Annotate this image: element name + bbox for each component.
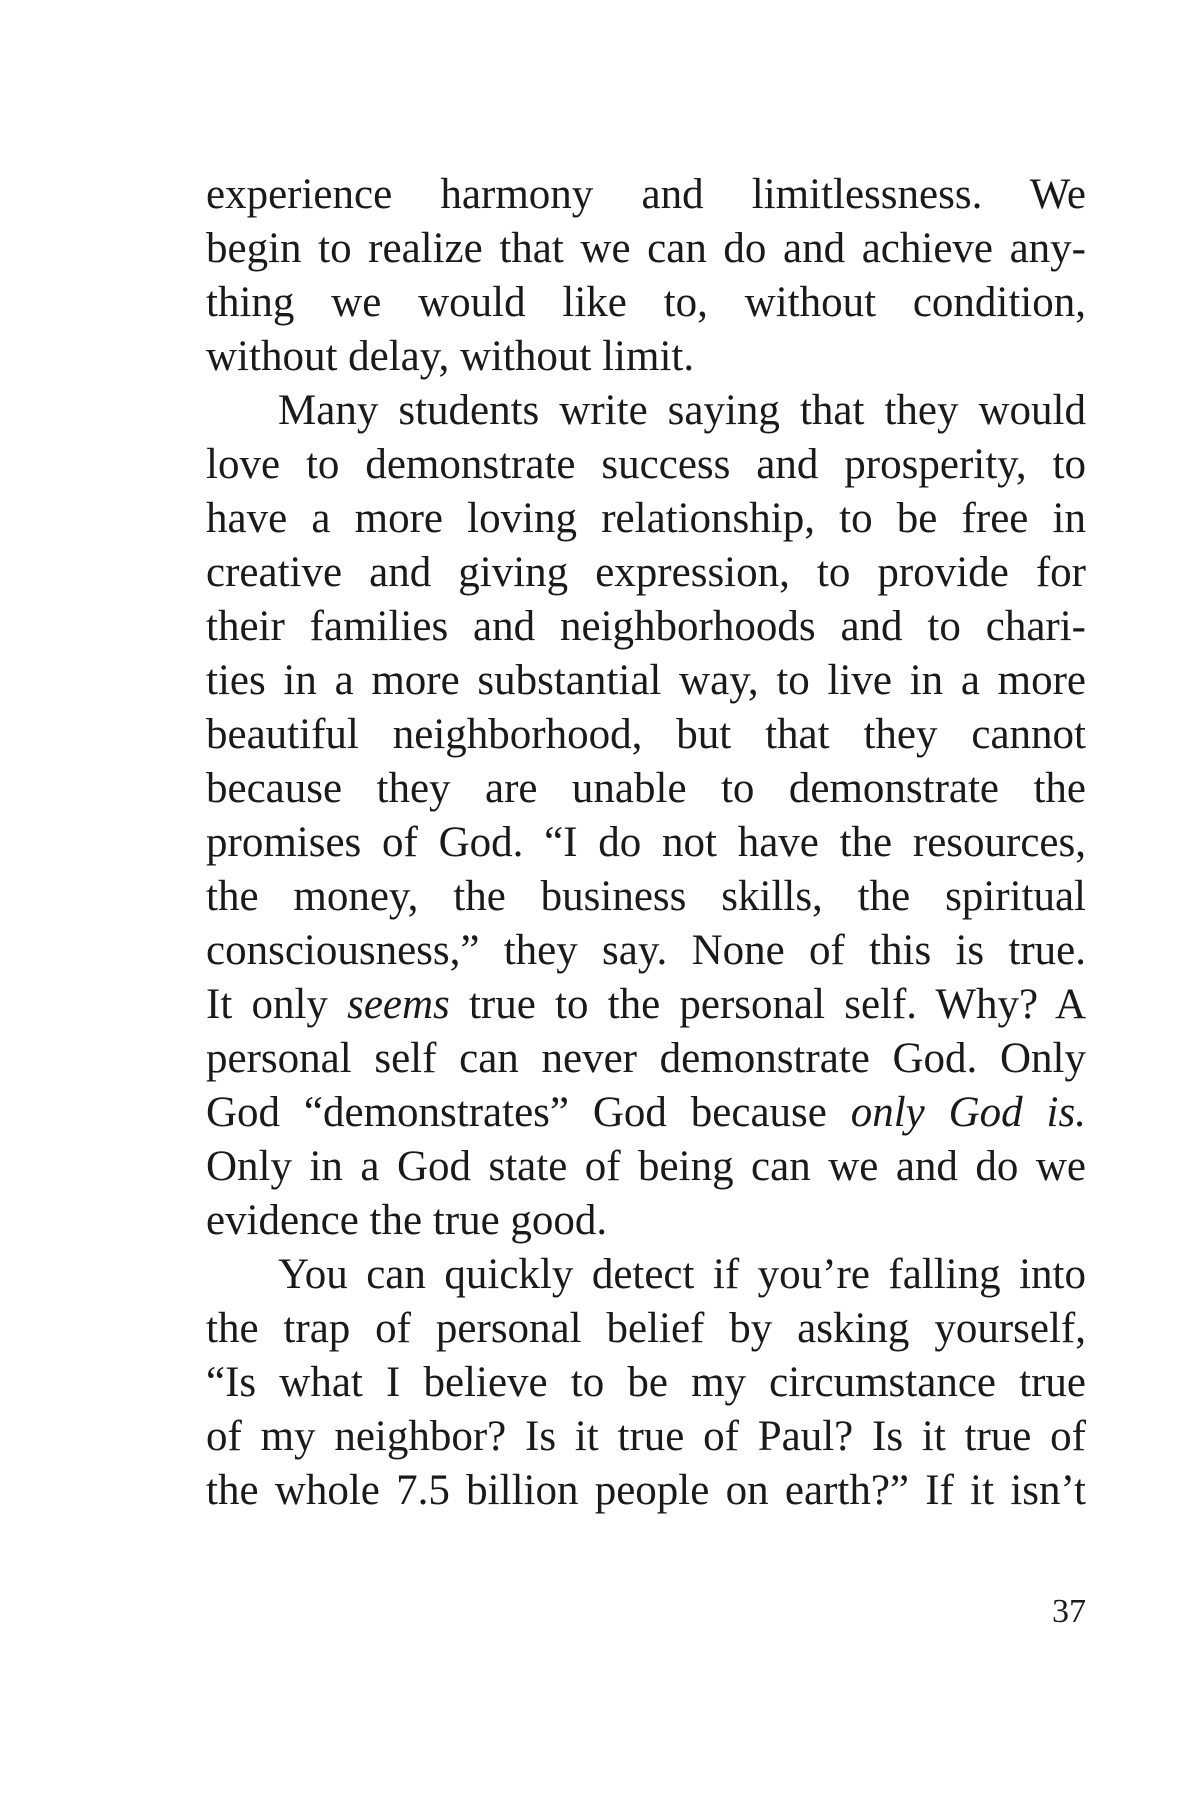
body-text	[206, 168, 1086, 1518]
text-line: the whole 7.5 billion people on earth?” If it isn’t	[206, 1467, 1086, 1514]
paragraph-start-line: You can quickly detect if you’re falling into	[278, 1251, 1086, 1298]
text-line: promises of God. “I do not have the resources,	[206, 819, 1086, 866]
text-line: ties in a more substantial way, to live in a more	[206, 657, 1086, 704]
text-line: Only in a God state of being can we and do we	[206, 1143, 1086, 1190]
text-line: begin to realize that we can do and achieve any-	[206, 225, 1086, 272]
paragraph-start-line: Many students write saying that they would	[278, 387, 1086, 434]
text-line: of my neighbor? Is it true of Paul? Is it true of	[206, 1413, 1086, 1460]
text-line: evidence the true good.	[206, 1197, 608, 1244]
text-line: personal self can never demonstrate God. Only	[206, 1035, 1086, 1082]
text-line: their families and neighborhoods and to chari-	[206, 603, 1086, 650]
text-line: because they are unable to demonstrate the	[206, 765, 1086, 812]
text-line: without delay, without limit.	[206, 333, 695, 380]
text-segment: It only	[206, 981, 348, 1028]
emphasis-text: only God is.	[850, 1089, 1086, 1136]
text-line: have a more loving relationship, to be free in	[206, 495, 1086, 542]
text-line	[206, 1086, 1086, 1140]
text-line: experience harmony and limitlessness. We	[206, 171, 1086, 218]
text-segment: true to the personal self. Why? A	[449, 981, 1086, 1028]
text-line: love to demonstrate success and prosperity, to	[206, 441, 1086, 488]
emphasis-text: seems	[347, 981, 450, 1028]
text-line: thing we would like to, without condition,	[206, 279, 1086, 326]
text-line: consciousness,” they say. None of this is true.	[206, 927, 1086, 974]
text-line: beautiful neighborhood, but that they cannot	[206, 711, 1086, 758]
text-line: creative and giving expression, to provide for	[206, 549, 1086, 596]
text-line: “Is what I believe to be my circumstance true	[206, 1359, 1086, 1406]
text-line: the trap of personal belief by asking yourself,	[206, 1305, 1086, 1352]
text-segment: God “demonstrates” God because	[206, 1089, 851, 1136]
text-line	[206, 978, 1086, 1032]
text-line: the money, the business skills, the spiritual	[206, 873, 1086, 920]
page-number: 37	[1052, 1593, 1086, 1630]
